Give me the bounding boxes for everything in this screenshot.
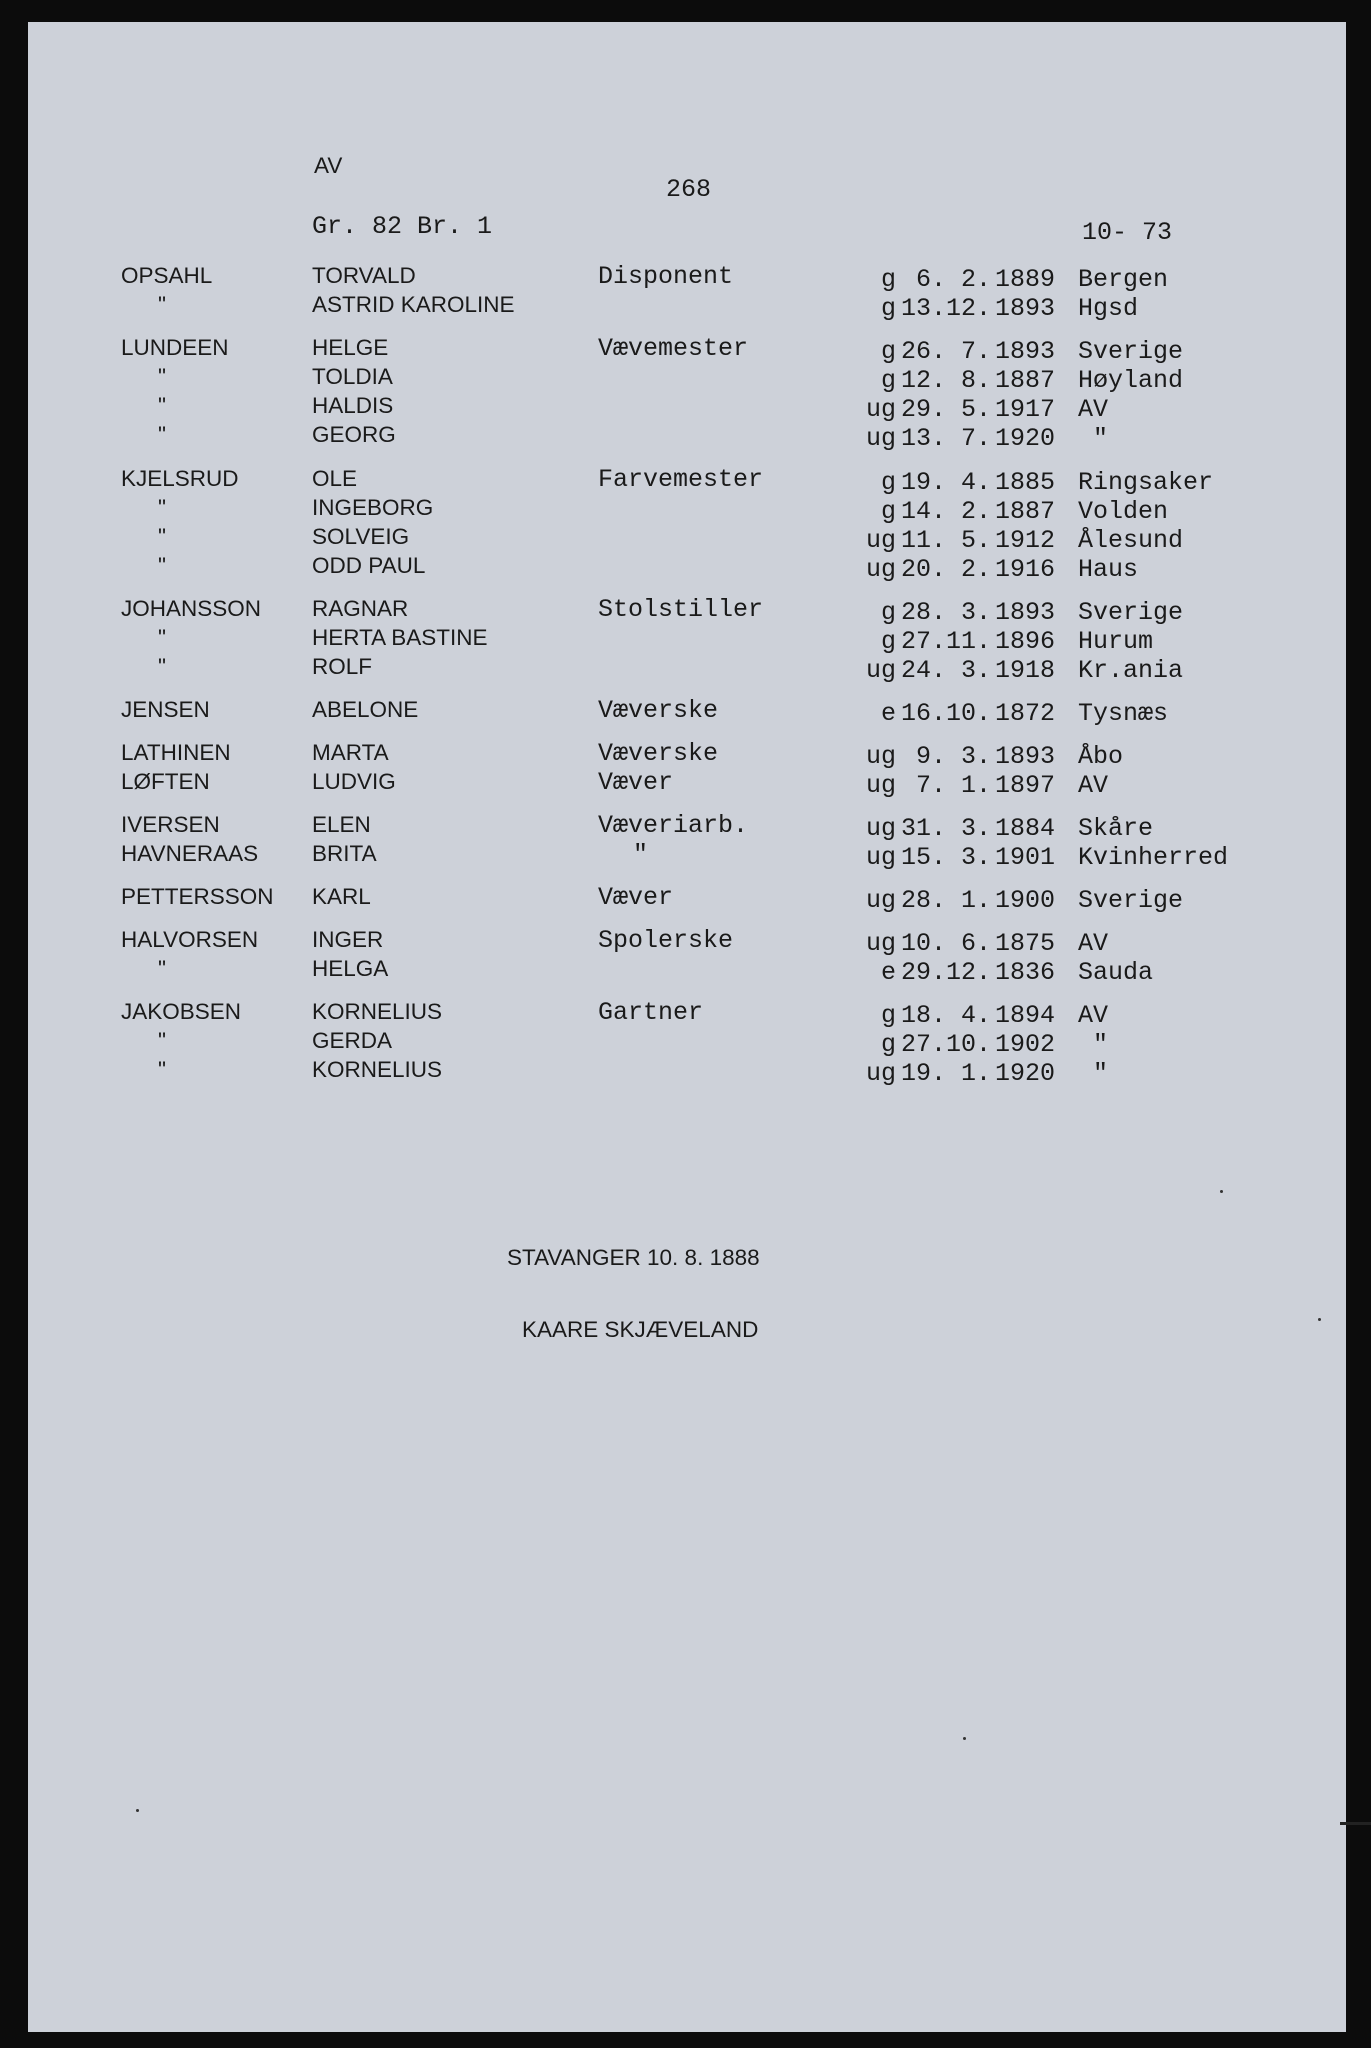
birth-date-cell: 15. 3.: [900, 843, 991, 872]
paper-speck: [1318, 1318, 1321, 1321]
surname-cell: JOHANSSON: [121, 596, 262, 621]
birth-year-cell: 1885: [995, 468, 1056, 497]
surname-cell: ": [158, 524, 166, 549]
birth-date-cell: 13. 7.: [900, 424, 991, 453]
given-name-cell: HALDIS: [312, 393, 394, 418]
given-name-cell: KORNELIUS: [312, 1057, 443, 1082]
birth-date-cell: 9. 3.: [915, 742, 991, 771]
birth-date-cell: 18. 4.: [900, 1001, 991, 1030]
birth-place-cell: AV: [1078, 771, 1109, 800]
birth-place-cell: Bergen: [1078, 265, 1169, 294]
surname-cell: PETTERSSON: [121, 884, 274, 909]
birth-year-cell: 1901: [995, 843, 1056, 872]
birth-year-cell: 1894: [995, 1001, 1056, 1030]
birth-year-cell: 1875: [995, 929, 1056, 958]
birth-place-cell: Hgsd: [1078, 294, 1139, 323]
birth-year-cell: 1897: [995, 771, 1056, 800]
given-name-cell: LUDVIG: [312, 769, 396, 794]
surname-cell: OPSAHL: [121, 263, 213, 288]
birth-date-cell: 27.10.: [900, 1030, 991, 1059]
given-name-cell: HELGA: [312, 956, 389, 981]
marital-status-cell: ug: [865, 656, 896, 685]
birth-year-cell: 1912: [995, 526, 1056, 555]
marital-status-cell: g: [880, 468, 896, 497]
birth-date-cell: 31. 3.: [900, 814, 991, 843]
occupation-cell: Farvemester: [598, 465, 764, 494]
header-group: Gr. 82 Br. 1: [312, 212, 493, 241]
surname-cell: ": [158, 553, 166, 578]
surname-cell: ": [158, 625, 166, 650]
birth-year-cell: 1917: [995, 395, 1056, 424]
birth-year-cell: 1893: [995, 337, 1056, 366]
birth-year-cell: 1900: [995, 886, 1056, 915]
birth-date-cell: 7. 1.: [915, 771, 991, 800]
given-name-cell: KORNELIUS: [312, 999, 443, 1024]
birth-year-cell: 1889: [995, 265, 1056, 294]
birth-date-cell: 19. 4.: [900, 468, 991, 497]
given-name-cell: SOLVEIG: [312, 524, 410, 549]
surname-cell: JENSEN: [121, 697, 210, 722]
surname-cell: ": [158, 393, 166, 418]
birth-place-cell: AV: [1078, 1001, 1109, 1030]
occupation-cell: Gartner: [598, 998, 704, 1027]
surname-cell: ": [158, 956, 166, 981]
marital-status-cell: g: [880, 1030, 896, 1059]
given-name-cell: ABELONE: [312, 697, 419, 722]
birth-year-cell: 1896: [995, 627, 1056, 656]
marital-status-cell: ug: [865, 742, 896, 771]
birth-place-cell: ": [1078, 1059, 1109, 1088]
marital-status-cell: g: [880, 497, 896, 526]
surname-cell: IVERSEN: [121, 812, 220, 837]
surname-cell: ": [158, 495, 166, 520]
marital-status-cell: g: [880, 627, 896, 656]
birth-place-cell: Sverige: [1078, 598, 1184, 627]
birth-date-cell: 28. 1.: [900, 886, 991, 915]
given-name-cell: TOLDIA: [312, 364, 393, 389]
birth-date-cell: 29. 5.: [900, 395, 991, 424]
birth-place-cell: Sverige: [1078, 886, 1184, 915]
birth-date-cell: 6. 2.: [915, 265, 991, 294]
birth-year-cell: 1893: [995, 598, 1056, 627]
given-name-cell: MARTA: [312, 740, 389, 765]
birth-place-cell: Haus: [1078, 555, 1139, 584]
birth-date-cell: 28. 3.: [900, 598, 991, 627]
footer-place-date: STAVANGER 10. 8. 1888: [507, 1245, 760, 1270]
birth-year-cell: 1884: [995, 814, 1056, 843]
surname-cell: ": [158, 364, 166, 389]
footer-author: KAARE SKJÆVELAND: [522, 1317, 759, 1342]
birth-date-cell: 14. 2.: [900, 497, 991, 526]
given-name-cell: INGEBORG: [312, 495, 434, 520]
occupation-cell: Væveriarb.: [598, 811, 749, 840]
surname-cell: ": [158, 422, 166, 447]
birth-place-cell: Volden: [1078, 497, 1169, 526]
given-name-cell: ODD PAUL: [312, 553, 426, 578]
birth-place-cell: ": [1078, 1030, 1109, 1059]
marital-status-cell: e: [880, 699, 896, 728]
header-ref: 10- 73: [1082, 218, 1173, 247]
marital-status-cell: ug: [865, 395, 896, 424]
marital-status-cell: ug: [865, 771, 896, 800]
given-name-cell: ELEN: [312, 812, 371, 837]
birth-place-cell: Kr.ania: [1078, 656, 1184, 685]
birth-place-cell: Tysnæs: [1078, 699, 1169, 728]
birth-year-cell: 1887: [995, 497, 1056, 526]
birth-place-cell: Åbo: [1078, 742, 1124, 771]
birth-place-cell: Sauda: [1078, 958, 1154, 987]
birth-date-cell: 11. 5.: [900, 526, 991, 555]
surname-cell: ": [158, 292, 166, 317]
marital-status-cell: ug: [865, 1059, 896, 1088]
marital-status-cell: g: [880, 366, 896, 395]
occupation-cell: Væverske: [598, 696, 719, 725]
birth-date-cell: 19. 1.: [900, 1059, 991, 1088]
marital-status-cell: ug: [865, 555, 896, 584]
given-name-cell: HERTA BASTINE: [312, 625, 488, 650]
given-name-cell: OLE: [312, 466, 358, 491]
given-name-cell: ROLF: [312, 654, 373, 679]
scan-edge-mark: [1340, 1822, 1371, 1825]
surname-cell: ": [158, 1057, 166, 1082]
surname-cell: ": [158, 654, 166, 679]
occupation-cell: Stolstiller: [598, 595, 764, 624]
birth-year-cell: 1920: [995, 1059, 1056, 1088]
birth-place-cell: Ringsaker: [1078, 468, 1214, 497]
marital-status-cell: ug: [865, 424, 896, 453]
surname-cell: JAKOBSEN: [121, 999, 242, 1024]
birth-place-cell: Skåre: [1078, 814, 1154, 843]
surname-cell: LØFTEN: [121, 769, 210, 794]
birth-date-cell: 12. 8.: [900, 366, 991, 395]
header-code: AV: [314, 153, 343, 178]
marital-status-cell: g: [880, 265, 896, 294]
given-name-cell: HELGE: [312, 335, 389, 360]
birth-year-cell: 1893: [995, 294, 1056, 323]
birth-place-cell: Hurum: [1078, 627, 1154, 656]
marital-status-cell: ug: [865, 814, 896, 843]
marital-status-cell: ug: [865, 843, 896, 872]
given-name-cell: TORVALD: [312, 263, 416, 288]
paper-speck: [136, 1809, 139, 1812]
surname-cell: KJELSRUD: [121, 466, 239, 491]
birth-date-cell: 24. 3.: [900, 656, 991, 685]
marital-status-cell: e: [880, 958, 896, 987]
occupation-cell: Væverske: [598, 739, 719, 768]
occupation-cell: Væver: [598, 768, 674, 797]
birth-place-cell: Ålesund: [1078, 526, 1184, 555]
given-name-cell: BRITA: [312, 841, 377, 866]
birth-place-cell: Høyland: [1078, 366, 1184, 395]
marital-status-cell: g: [880, 294, 896, 323]
marital-status-cell: g: [880, 598, 896, 627]
birth-year-cell: 1916: [995, 555, 1056, 584]
surname-cell: LATHINEN: [121, 740, 231, 765]
birth-year-cell: 1836: [995, 958, 1056, 987]
given-name-cell: GERDA: [312, 1028, 393, 1053]
birth-date-cell: 27.11.: [900, 627, 991, 656]
birth-date-cell: 29.12.: [900, 958, 991, 987]
page-number: 268: [666, 175, 712, 204]
marital-status-cell: ug: [865, 526, 896, 555]
occupation-cell: Vævemester: [598, 334, 749, 363]
birth-date-cell: 26. 7.: [900, 337, 991, 366]
birth-place-cell: Sverige: [1078, 337, 1184, 366]
document-page: [28, 22, 1346, 2032]
marital-status-cell: ug: [865, 886, 896, 915]
birth-date-cell: 20. 2.: [900, 555, 991, 584]
occupation-cell: Spolerske: [598, 926, 734, 955]
birth-place-cell: ": [1078, 424, 1109, 453]
surname-cell: ": [158, 1028, 166, 1053]
birth-year-cell: 1902: [995, 1030, 1056, 1059]
given-name-cell: INGER: [312, 927, 384, 952]
birth-year-cell: 1887: [995, 366, 1056, 395]
birth-date-cell: 13.12.: [900, 294, 991, 323]
occupation-cell: Disponent: [598, 262, 734, 291]
birth-year-cell: 1920: [995, 424, 1056, 453]
given-name-cell: GEORG: [312, 422, 396, 447]
given-name-cell: KARL: [312, 884, 371, 909]
birth-year-cell: 1918: [995, 656, 1056, 685]
surname-cell: LUNDEEN: [121, 335, 229, 360]
given-name-cell: ASTRID KAROLINE: [312, 292, 515, 317]
occupation-cell: Væver: [598, 883, 674, 912]
given-name-cell: RAGNAR: [312, 596, 409, 621]
birth-place-cell: AV: [1078, 929, 1109, 958]
marital-status-cell: g: [880, 337, 896, 366]
paper-speck: [963, 1737, 966, 1740]
birth-place-cell: Kvinherred: [1078, 843, 1229, 872]
paper-speck: [1220, 1190, 1223, 1193]
marital-status-cell: g: [880, 1001, 896, 1030]
birth-place-cell: AV: [1078, 395, 1109, 424]
occupation-cell: ": [633, 840, 649, 869]
marital-status-cell: ug: [865, 929, 896, 958]
birth-date-cell: 10. 6.: [900, 929, 991, 958]
birth-year-cell: 1893: [995, 742, 1056, 771]
surname-cell: HALVORSEN: [121, 927, 259, 952]
birth-year-cell: 1872: [995, 699, 1056, 728]
birth-date-cell: 16.10.: [900, 699, 991, 728]
surname-cell: HAVNERAAS: [121, 841, 259, 866]
